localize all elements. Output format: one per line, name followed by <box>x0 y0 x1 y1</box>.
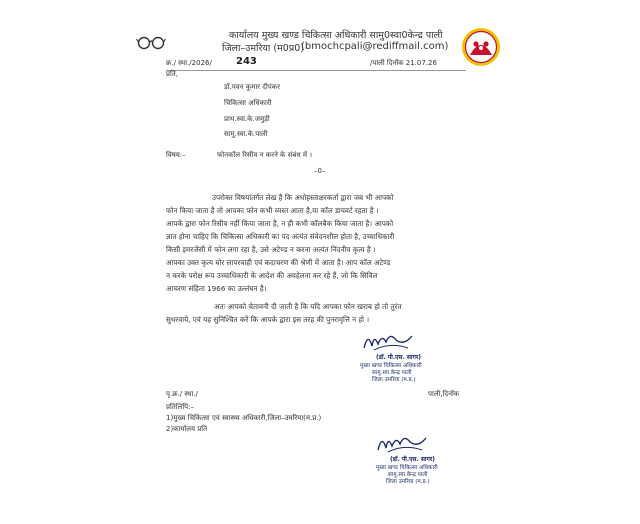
body-line: किसी इमरजेंसी में फोन लगा रहा है, उसे अटेण्ड न करना अत्यंत निंदनीय कृत्य है । <box>166 245 376 254</box>
body-line: आपके द्वारा फोन रिसीव नहीं किया जाता है, न ही कभी कॉलबैक किया जाता है। आपको <box>166 219 394 228</box>
body-line: फोन किया जाता है तो आपका फोन कभी व्यस्त आता है,या कॉल डायवर्ट रहता है । <box>166 206 379 215</box>
body-line: आचरण संहिता 1966 का उल्लंघन है। <box>166 284 267 293</box>
signatory-line: जिला उमरिया (म.प्र.) <box>386 479 430 485</box>
district-line: जिला–उमरिया (म0प्र0) <box>222 43 304 54</box>
handwritten-signature <box>374 430 434 456</box>
recipient-line: चिकित्सा अधिकारी <box>224 99 272 107</box>
signatory-name: (डॉ. पी.एस. सागर) <box>390 456 436 463</box>
divider-mark: –0– <box>314 167 326 175</box>
body-line: ज्ञात होना चाहिए कि चिकित्सा अधिकारी का पद अत्यंत संवेदनशील होता है, उच्चाधिकारी <box>166 232 395 241</box>
signatory-line: जिला उमरिया (म.प्र.) <box>372 377 416 383</box>
recipient-line: डॉ.पवन कुमार दीपंकर <box>224 83 280 91</box>
body-line: आपका उक्त कृत्य घोर लापरवाही एवं कदाचरण की श्रेणी में आता है। आप कॉल अटेण्ड <box>166 258 391 267</box>
handwritten-signature <box>360 328 420 354</box>
signatory-line: मुख्य खण्ड चिकित्सा अधिकारी <box>376 465 438 471</box>
recipient-line: सामु.स्वा.के.पाली <box>224 130 268 138</box>
ref-handwritten-number: 243 <box>236 56 257 67</box>
copy-line: 1)मुख्य चिकित्सा एवं स्वास्थ्य अधिकारी,जिला–उमरिया(म.प्र.) <box>166 414 322 422</box>
subject-label: विषय:– <box>166 151 186 159</box>
copy-prefix: प्रतिलिपि:– <box>166 403 194 411</box>
nhm-emblem-logo <box>461 27 501 67</box>
ref-divider <box>166 70 466 71</box>
body-line: सुधरवाये, एवं यह सुनिश्चित करें कि आपके द्वारा इस तरह की पुनरावृत्ति न हो । <box>166 315 370 324</box>
body-line: अतः आपको चेतावनी दी जाती है कि यदि आपका फोन खराब हो तो तुरंत <box>214 302 402 311</box>
body-line: न करके परोक्ष रूप उच्चाधिकारी के आदेश की अवहेलना कर रहे हैं, जो कि सिविल <box>166 271 378 280</box>
copy-line: 2)कार्यालय प्रति <box>166 425 208 433</box>
email-address: (bmochcpali@rediffmail.com) <box>301 41 449 52</box>
letter-page <box>128 12 514 512</box>
signatory-line: सामु.स्वा.केन्द्र पाली <box>372 370 412 376</box>
recipient-line: प्राथ.स्वा.के.जमुड़ी <box>224 115 270 123</box>
recipient-prefix: प्रति, <box>166 70 179 78</box>
swachh-glasses-logo <box>136 34 166 50</box>
office-title: कार्यालय मुख्य खण्ड चिकित्सा अधिकारी सामु0स्वा0केन्द्र पाली <box>229 30 443 41</box>
ref-number: क्र./ स्था./2026/ <box>166 59 212 67</box>
signatory-line: मुख्य खण्ड चिकित्सा अधिकारी <box>360 363 422 369</box>
subject-text: फोनकॉल रिसीव न करने के संबंध में । <box>217 151 312 159</box>
copy-place-date: पाली,दिनॉक <box>428 390 460 398</box>
signatory-name: (डॉ. पी.एस. सागर) <box>376 354 422 361</box>
copy-ref: पृ.क्र./ स्था./ <box>166 390 198 398</box>
body-line: उपरोक्त विषयांतर्गत लेख है कि अधोहस्ताक्षरकर्ता द्वारा जब भी आपको <box>212 193 394 202</box>
place-date: /पाली दिनॉक 21.07.26 <box>370 59 437 67</box>
signatory-line: सामु.स्वा.केन्द्र पाली <box>388 472 428 478</box>
